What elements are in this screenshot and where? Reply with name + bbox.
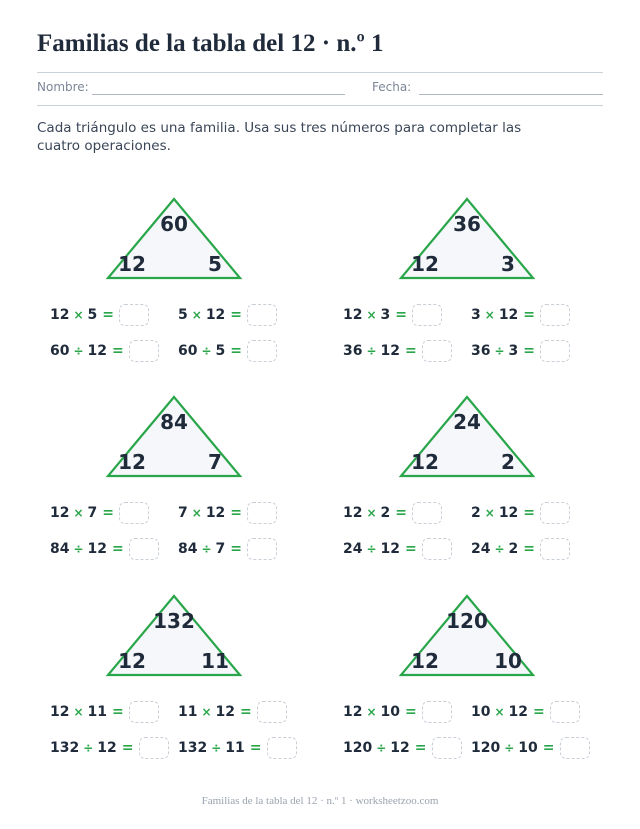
operand-a: 12 [343, 704, 363, 720]
equals-sign: = [121, 740, 134, 756]
operand-a: 5 [178, 307, 188, 323]
operand-a: 24 [471, 541, 491, 557]
triangle-shape [337, 196, 607, 286]
triangle-left-number: 12 [411, 450, 439, 474]
operator-symbol: ÷ [504, 741, 515, 755]
fact-family-card [44, 196, 314, 381]
operand-a: 7 [178, 505, 188, 521]
operand-a: 3 [471, 307, 481, 323]
operator-symbol: ÷ [494, 344, 505, 358]
equation [343, 502, 442, 524]
equals-sign: = [230, 541, 243, 557]
equals-sign: = [523, 505, 536, 521]
operator-symbol: ÷ [211, 741, 222, 755]
header-divider-bottom [37, 105, 603, 106]
operator-symbol: ÷ [366, 542, 377, 556]
equals-sign: = [523, 307, 536, 323]
operand-b: 11 [87, 704, 108, 720]
operand-a: 12 [343, 307, 363, 323]
equals-sign: = [405, 343, 417, 359]
operator-symbol: × [366, 506, 377, 520]
answer-box[interactable] [412, 502, 442, 524]
page-title: Familias de la tabla del 12 · n.º 1 [37, 30, 384, 57]
operand-b: 3 [508, 343, 519, 359]
equals-sign: = [249, 740, 262, 756]
equation [50, 502, 149, 524]
answer-box[interactable] [540, 304, 570, 326]
answer-box[interactable] [247, 340, 277, 362]
operand-b: 12 [87, 541, 108, 557]
equals-sign: = [230, 505, 243, 521]
operand-b: 12 [87, 343, 108, 359]
operator-symbol: × [73, 705, 84, 719]
operand-b: 12 [215, 704, 236, 720]
operator-symbol: ÷ [83, 741, 94, 755]
operand-a: 84 [50, 541, 70, 557]
operand-a: 24 [343, 541, 363, 557]
operand-b: 12 [205, 505, 226, 521]
triangle-top-number: 132 [153, 609, 195, 633]
operand-a: 12 [343, 505, 363, 521]
equation [50, 701, 159, 723]
name-label: Nombre: [37, 80, 89, 94]
triangle-shape [337, 394, 607, 484]
triangle-shape [44, 196, 314, 286]
equation [178, 737, 297, 759]
operand-b: 7 [215, 541, 226, 557]
fact-family-card [44, 394, 314, 579]
triangle-right-number: 11 [201, 649, 229, 673]
equation [343, 304, 442, 326]
triangle-left-number: 12 [118, 450, 146, 474]
equation [50, 340, 159, 362]
answer-box[interactable] [540, 538, 570, 560]
equation [471, 737, 590, 759]
equation [50, 304, 149, 326]
triangle-right-number: 2 [501, 450, 515, 474]
operand-b: 10 [518, 740, 538, 756]
operand-b: 12 [380, 343, 401, 359]
equals-sign: = [102, 505, 115, 521]
equals-sign: = [230, 307, 243, 323]
operand-b: 12 [205, 307, 226, 323]
equation [50, 737, 169, 759]
fact-family-card [337, 394, 607, 579]
instructions: Cada triángulo es una familia. Usa sus tres números para completar las cuatro operaciones. [37, 120, 522, 154]
answer-box[interactable] [129, 340, 159, 362]
answer-box[interactable] [129, 701, 159, 723]
answer-box[interactable] [422, 538, 452, 560]
equation [178, 502, 277, 524]
triangle-top-number: 24 [453, 410, 481, 434]
answer-box[interactable] [540, 502, 570, 524]
equals-sign: = [405, 541, 417, 557]
operand-a: 11 [178, 704, 198, 720]
equals-sign: = [414, 740, 427, 756]
answer-box[interactable] [247, 304, 277, 326]
equals-sign: = [112, 704, 124, 720]
equation [471, 304, 570, 326]
operand-a: 132 [50, 740, 80, 756]
equals-sign: = [240, 704, 252, 720]
operator-symbol: ÷ [376, 741, 387, 755]
equation [178, 340, 277, 362]
operator-symbol: ÷ [73, 344, 84, 358]
operand-b: 12 [97, 740, 117, 756]
answer-box[interactable] [560, 737, 590, 759]
date-field[interactable] [419, 94, 603, 95]
triangle-left-number: 12 [118, 649, 146, 673]
equals-sign: = [102, 307, 115, 323]
equals-sign: = [533, 704, 545, 720]
operator-symbol: × [191, 308, 202, 322]
operand-b: 12 [498, 307, 519, 323]
operator-symbol: × [484, 506, 495, 520]
answer-box[interactable] [540, 340, 570, 362]
answer-box[interactable] [257, 701, 287, 723]
triangle-right-number: 7 [208, 450, 222, 474]
operand-b: 12 [380, 541, 401, 557]
date-label: Fecha: [372, 80, 412, 94]
equals-sign: = [542, 740, 555, 756]
triangle-shape [44, 593, 314, 683]
triangle-left-number: 12 [118, 252, 146, 276]
operand-a: 12 [50, 704, 70, 720]
operand-a: 60 [50, 343, 70, 359]
equation [471, 340, 570, 362]
triangle-left-number: 12 [411, 252, 439, 276]
operand-b: 7 [87, 505, 98, 521]
fact-family-card [44, 593, 314, 778]
operator-symbol: × [201, 705, 212, 719]
operator-symbol: × [73, 506, 84, 520]
answer-box[interactable] [247, 502, 277, 524]
operand-a: 2 [471, 505, 481, 521]
triangle-right-number: 5 [208, 252, 222, 276]
equation [178, 304, 277, 326]
answer-box[interactable] [119, 304, 149, 326]
equation [343, 737, 462, 759]
equation [471, 502, 570, 524]
operand-b: 10 [380, 704, 401, 720]
operand-b: 11 [225, 740, 245, 756]
operator-symbol: × [366, 308, 377, 322]
equation [343, 340, 452, 362]
answer-box[interactable] [139, 737, 169, 759]
answer-box[interactable] [422, 340, 452, 362]
equation [471, 538, 570, 560]
equals-sign: = [112, 343, 124, 359]
operator-symbol: × [73, 308, 84, 322]
operand-a: 36 [471, 343, 491, 359]
answer-box[interactable] [247, 538, 277, 560]
equals-sign: = [395, 307, 408, 323]
name-field[interactable] [92, 94, 345, 95]
operand-a: 60 [178, 343, 198, 359]
operand-b: 3 [380, 307, 391, 323]
answer-box[interactable] [412, 304, 442, 326]
operand-a: 12 [50, 307, 70, 323]
equals-sign: = [523, 343, 536, 359]
fact-family-card [337, 196, 607, 381]
equation [178, 538, 277, 560]
header-divider-top [37, 72, 603, 73]
answer-box[interactable] [119, 502, 149, 524]
operator-symbol: × [191, 506, 202, 520]
fact-family-card [337, 593, 607, 778]
operand-b: 5 [87, 307, 98, 323]
operand-b: 12 [390, 740, 410, 756]
triangle-top-number: 84 [160, 410, 188, 434]
triangle-right-number: 3 [501, 252, 515, 276]
answer-box[interactable] [129, 538, 159, 560]
triangle-top-number: 60 [160, 212, 188, 236]
equals-sign: = [395, 505, 408, 521]
operand-a: 120 [343, 740, 373, 756]
operator-symbol: ÷ [201, 344, 212, 358]
equals-sign: = [405, 704, 417, 720]
equation [343, 701, 452, 723]
equals-sign: = [112, 541, 124, 557]
operand-b: 12 [498, 505, 519, 521]
triangle-top-number: 120 [446, 609, 488, 633]
equation [471, 701, 580, 723]
equation [178, 701, 287, 723]
operand-a: 120 [471, 740, 501, 756]
operand-b: 2 [508, 541, 519, 557]
equation [343, 538, 452, 560]
operator-symbol: × [484, 308, 495, 322]
answer-box[interactable] [550, 701, 580, 723]
operator-symbol: ÷ [201, 542, 212, 556]
operand-a: 132 [178, 740, 208, 756]
equals-sign: = [230, 343, 243, 359]
operand-a: 84 [178, 541, 198, 557]
triangle-right-number: 10 [494, 649, 522, 673]
operator-symbol: × [366, 705, 377, 719]
operand-a: 10 [471, 704, 491, 720]
answer-box[interactable] [422, 701, 452, 723]
operator-symbol: ÷ [366, 344, 377, 358]
answer-box[interactable] [432, 737, 462, 759]
operator-symbol: ÷ [73, 542, 84, 556]
triangle-shape [44, 394, 314, 484]
operand-b: 5 [215, 343, 226, 359]
operand-a: 36 [343, 343, 363, 359]
triangle-left-number: 12 [411, 649, 439, 673]
operand-a: 12 [50, 505, 70, 521]
operator-symbol: ÷ [494, 542, 505, 556]
equation [50, 538, 159, 560]
triangle-top-number: 36 [453, 212, 481, 236]
footer: Familias de la tabla del 12 · n.º 1 · worksheetzoo.com [201, 795, 439, 807]
equals-sign: = [523, 541, 536, 557]
operand-b: 2 [380, 505, 391, 521]
answer-box[interactable] [267, 737, 297, 759]
operand-b: 12 [508, 704, 529, 720]
triangle-shape [337, 593, 607, 683]
operator-symbol: × [494, 705, 505, 719]
